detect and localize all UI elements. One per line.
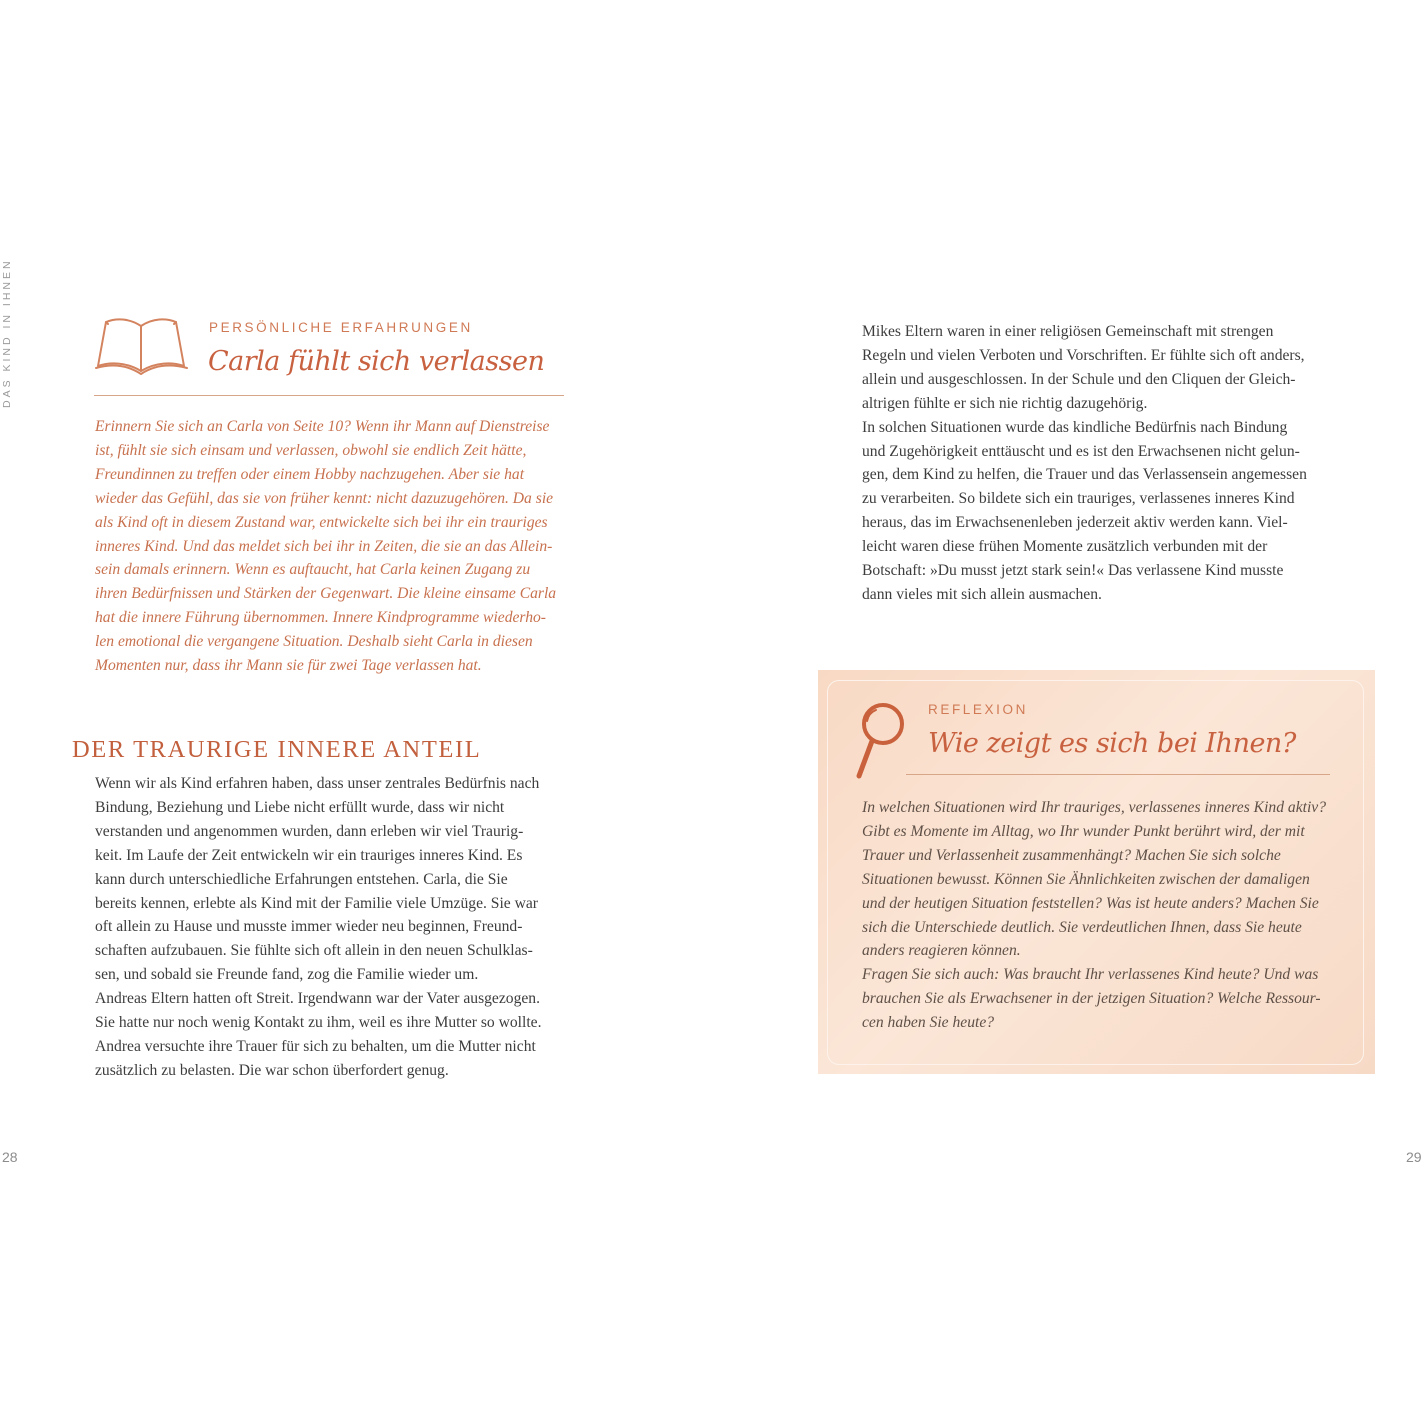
text-line: leicht waren diese frühen Momente zusätzlich verbunden mit der	[862, 538, 1268, 556]
text-line: ihren Bedürfnissen und Stärken der Gegenwart. Die kleine einsame Carla	[95, 585, 557, 603]
text-line: allein und ausgeschlossen. In der Schule und den Cliquen der Gleich-	[862, 370, 1296, 388]
experience-kicker: PERSÖNLICHE ERFAHRUNGEN	[209, 320, 473, 335]
text-line: ist, fühlt sie sich einsam und verlassen, obwohl sie endlich Zeit hätte,	[95, 441, 527, 459]
text-line: sein damals erinnern. Wenn es auftaucht, hat Carla keinen Zugang zu	[95, 561, 531, 579]
experience-rule	[94, 395, 564, 396]
text-line: In welchen Situationen wird Ihr trauriges, verlassenes inneres Kind aktiv?	[862, 799, 1326, 816]
right-body-text	[862, 320, 1342, 607]
text-line: verstanden und angenommen wurden, dann erleben wir viel Traurig-	[95, 822, 524, 840]
text-line: kann durch unterschiedliche Erfahrungen entstehen. Carla, die Sie	[95, 870, 508, 888]
magnifying-glass-icon	[852, 696, 912, 782]
text-line: Trauer und Verlassenheit zusammenhängt? Machen Sie sich solche	[862, 846, 1281, 864]
text-line: als Kind oft in diesem Zustand war, entwickelte sich bei ihr ein trauriges	[95, 513, 548, 531]
text-line: wieder das Gefühl, das sie von früher kennt: nicht dazuzugehören. Da sie	[95, 489, 554, 507]
text-line: dann vieles mit sich allein ausmachen.	[862, 585, 1102, 603]
text-line: sen, und sobald sie Freunde fand, zog die Familie wieder um.	[95, 966, 479, 984]
text-line: hat die innere Führung übernommen. Innere Kindprogramme wiederho-	[95, 609, 546, 627]
text-line: Gibt es Momente im Alltag, wo Ihr wunder Punkt berührt wird, der mit	[862, 822, 1305, 840]
text-line: Situationen bewusst. Können Sie Ähnlichkeiten zwischen der damaligen	[862, 870, 1310, 888]
text-line: und der heutigen Situation feststellen? Was ist heute anders? Machen Sie	[862, 894, 1319, 912]
text-line: Botschaft: »Du musst jetzt stark sein!« Das verlassene Kind musste	[862, 562, 1284, 580]
section-text	[95, 772, 575, 1083]
open-book-icon	[94, 316, 189, 378]
reflexion-kicker: REFLEXION	[928, 702, 1028, 717]
text-line: zu verarbeiten. So bildete sich ein trauriges, verlassenes inneres Kind	[862, 490, 1295, 508]
text-line: Andrea versuchte ihre Trauer für sich zu behalten, um die Mutter nicht	[95, 1037, 536, 1055]
text-line: Sie hatte nur noch wenig Kontakt zu ihm, weil es ihre Mutter so wollte.	[95, 1014, 542, 1032]
text-line: brauchen Sie als Erwachsener in der jetzigen Situation? Welche Ressour-	[862, 990, 1321, 1008]
text-line: Bindung, Beziehung und Liebe nicht erfüllt wurde, dass wir nicht	[95, 798, 505, 816]
text-line: Erinnern Sie sich an Carla von Seite 10? Wenn ihr Mann auf Dienstreise	[95, 418, 550, 435]
text-line: Wenn wir als Kind erfahren haben, dass unser zentrales Bedürfnis nach	[95, 775, 540, 792]
text-line: sich die Unterschiede deutlich. Sie verdeutlichen Ihnen, dass Sie heute	[862, 918, 1302, 936]
text-line: anders reagieren können.	[862, 942, 1021, 960]
reflexion-rule	[906, 774, 1330, 775]
reflexion-title: Wie zeigt es sich bei Ihnen?	[928, 728, 1296, 759]
text-line: schaften aufzubauen. Sie fühlte sich oft allein in den neuen Schulklas-	[95, 942, 533, 960]
text-line: zusätzlich zu belasten. Die war schon überfordert genug.	[95, 1061, 449, 1079]
text-line: cen haben Sie heute?	[862, 1014, 995, 1032]
text-line: Regeln und vielen Verboten und Vorschriften. Er fühlte sich oft anders,	[862, 346, 1305, 364]
text-line: Momenten nur, dass ihr Mann sie für zwei Tage verlassen hat.	[95, 657, 482, 675]
text-line: Andreas Eltern hatten oft Streit. Irgendwann war der Vater ausgezogen.	[95, 990, 540, 1008]
text-line: Fragen Sie sich auch: Was braucht Ihr verlassenes Kind heute? Und was	[862, 966, 1319, 984]
text-line: bereits kennen, erlebte als Kind mit der Familie viele Umzüge. Sie war	[95, 894, 538, 912]
running-head: DAS KIND IN IHNEN	[1, 258, 13, 408]
text-line: und Zugehörigkeit enttäuscht und es ist den Erwachsenen nicht gelun-	[862, 442, 1300, 460]
section-heading: DER TRAURIGE INNERE ANTEIL	[72, 736, 482, 763]
text-line: len emotional die vergangene Situation. Deshalb sieht Carla in diesen	[95, 633, 533, 651]
text-line: heraus, das im Erwachsenenleben jederzeit aktiv werden kann. Viel-	[862, 514, 1288, 532]
text-line: altrigen fühlte er sich nie richtig dazugehörig.	[862, 394, 1148, 412]
experience-title: Carla fühlt sich verlassen	[208, 346, 545, 377]
experience-text	[95, 415, 575, 678]
page-number-right: 29	[1406, 1149, 1422, 1165]
text-line: gen, dem Kind zu helfen, die Trauer und das Verlassensein angemessen	[862, 466, 1307, 484]
text-line: Freundinnen zu treffen oder einem Hobby nachzugehen. Aber sie hat	[95, 465, 525, 483]
text-line: inneres Kind. Und das meldet sich bei ihr in Zeiten, die sie an das Allein-	[95, 537, 553, 555]
text-line: Mikes Eltern waren in einer religiösen Gemeinschaft mit strengen	[862, 323, 1274, 340]
reflexion-text	[862, 796, 1362, 1035]
text-line: In solchen Situationen wurde das kindliche Bedürfnis nach Bindung	[862, 418, 1288, 436]
text-line: keit. Im Laufe der Zeit entwickeln wir ein trauriges inneres Kind. Es	[95, 846, 523, 864]
text-line: oft allein zu Hause und musste immer wieder neu beginnen, Freund-	[95, 918, 523, 936]
page-number-left: 28	[2, 1149, 18, 1165]
